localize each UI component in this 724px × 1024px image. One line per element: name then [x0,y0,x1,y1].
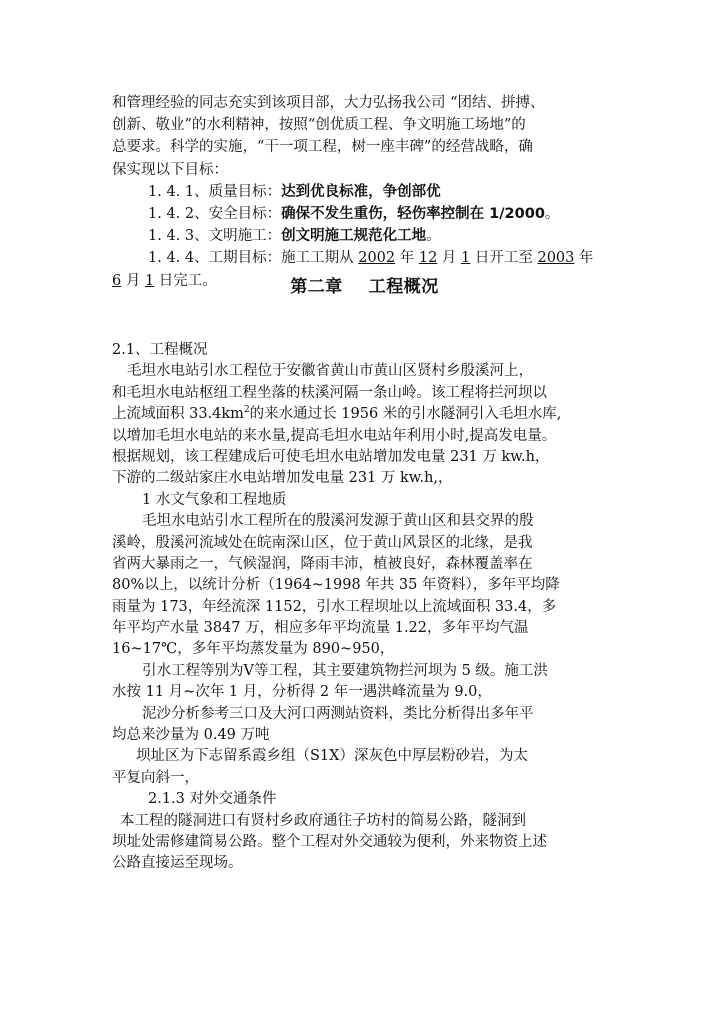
text-line: 公路直接运至现场。 [112,855,243,872]
text-line: 下游的二级站家庄水电站增加发电量 231 万 kw.h,， [112,470,453,487]
text-line: 坝址处需修建简易公路。整个工程对外交通较为便利，外来物资上述 [112,833,547,850]
goal-label: 1. 4. 4、工期目标： [148,250,282,267]
goal-value: 创文明施工规范化工地 [281,228,427,245]
section-heading: 2.1、工程概况 [112,342,208,358]
text-line: 毛坦水电站引水工程位于安徽省黄山市黄山区贤村乡殷溪河上， [127,363,533,380]
goal-value: 确保不发生重伤，轻伤率控制在 1/2000 [281,205,545,222]
start-month: 12 [418,250,438,267]
text-line: 毛坦水电站引水工程所在的殷溪河发源于黄山区和县交界的殷 [142,513,534,530]
text-line: 保实现以下目标： [112,161,228,178]
text-line: 年平均产水量 3847 万，相应多年平均流量 1.22，多年平均气温 [112,620,529,637]
goal-suffix: 。 [426,228,441,245]
schedule-text: 施工工期从 [281,250,359,267]
chapter-number: 第二章 [290,277,343,297]
text-line: 和毛坦水电站枢纽工程坐落的枎溪河隔一条山岭。该工程将拦河坝以 [112,384,547,401]
schedule-text: 日开工至 [470,250,538,267]
goal-label: 1. 4. 3、文明施工： [148,228,282,245]
goal-suffix: 。 [544,205,560,222]
goal-label: 1. 4. 1、质量目标： [148,183,282,200]
goal-schedule [112,247,617,269]
end-year: 2003 [537,250,575,267]
text-line: 溪岭，殷溪河流域处在皖南深山区，位于黄山风景区的北缘，是我 [112,534,533,551]
goal-safety [112,203,617,225]
goal-civil [112,225,617,247]
subsection-heading: 1 水文气象和工程地质 [142,491,287,508]
text-line: 本工程的隧洞进口有贤村乡政府通往子坊村的简易公路，隧洞到 [120,812,526,829]
text-line: 省两大暴雨之一，气候湿润，降雨丰沛，植被良好，森林覆盖率在 [112,555,533,572]
text-line: 均总来沙量为 0.49 万吨 [112,727,270,744]
text-line: 引水工程等别为Ⅴ等工程，其主要建筑物拦河坝为 5 级。施工洪 [142,662,548,679]
text-fragment: 的来水通过长 1956 米的引水隧洞引入毛坦水库, [249,406,562,423]
text-line [112,404,617,425]
text-line: 创新、敬业”的水利精神，按照“创优质工程、争文明施工场地”的 [112,117,526,134]
goal-label: 1. 4. 2、安全目标： [148,205,282,222]
section-overview [112,340,617,875]
text-line: 水按 11 月~次年 1 月，分析得 2 年一遇洪峰流量为 9.0， [112,684,492,701]
subsection-heading: 2.1.3 对外交通条件 [148,791,277,808]
text-line: 总要求。科学的实施，“干一项工程，树一座丰碑”的经营战略，确 [112,139,533,156]
intro-paragraph [112,92,617,292]
schedule-text: 月 [121,272,145,289]
text-line: 泥沙分析参考三口及大河口两测站资料，类比分析得出多年平 [142,705,534,722]
schedule-text: 日完工。 [154,272,217,289]
text-line: 坝址区为下志留系霞乡组（S1X）深灰色中厚层粉砂岩，为太 [136,748,528,765]
schedule-text: 年 [395,250,419,267]
end-month: 6 [112,272,122,289]
start-year: 2002 [358,250,396,267]
goal-value: 达到优良标准，争创部优 [281,183,441,200]
text-line: 以增加毛坦水电站的来水量,提高毛坦水电站年利用小时,提高发电量。 [112,427,557,444]
end-day: 1 [144,272,155,289]
goal-quality [112,181,617,203]
chapter-title: 工程概况 [368,277,439,297]
text-line: 雨量为 173，年经流深 1152，引水工程坝址以上流域面积 33.4，多 [112,598,557,615]
text-line: 80%以上，以统计分析（1964~1998 年共 35 年资料），多年平均降 [112,577,560,594]
text-fragment: 上流域面积 33.4km [112,406,244,423]
text-line: 和管理经验的同志充实到该项目部，大力弘扬我公司 “团结、拼搏、 [112,95,545,111]
chapter-heading [112,272,617,297]
text-line: 16~17℃，多年平均蒸发量为 890~950， [112,641,395,658]
schedule-text: 年 [574,250,594,267]
schedule-text: 月 [437,250,462,267]
text-line: 根据规划，该工程建成后可使毛坦水电站增加发电量 231 万 kw.h， [112,448,550,465]
text-line: 平复向斜一， [112,769,199,786]
superscript: 2 [243,405,250,416]
start-day: 1 [461,250,471,267]
